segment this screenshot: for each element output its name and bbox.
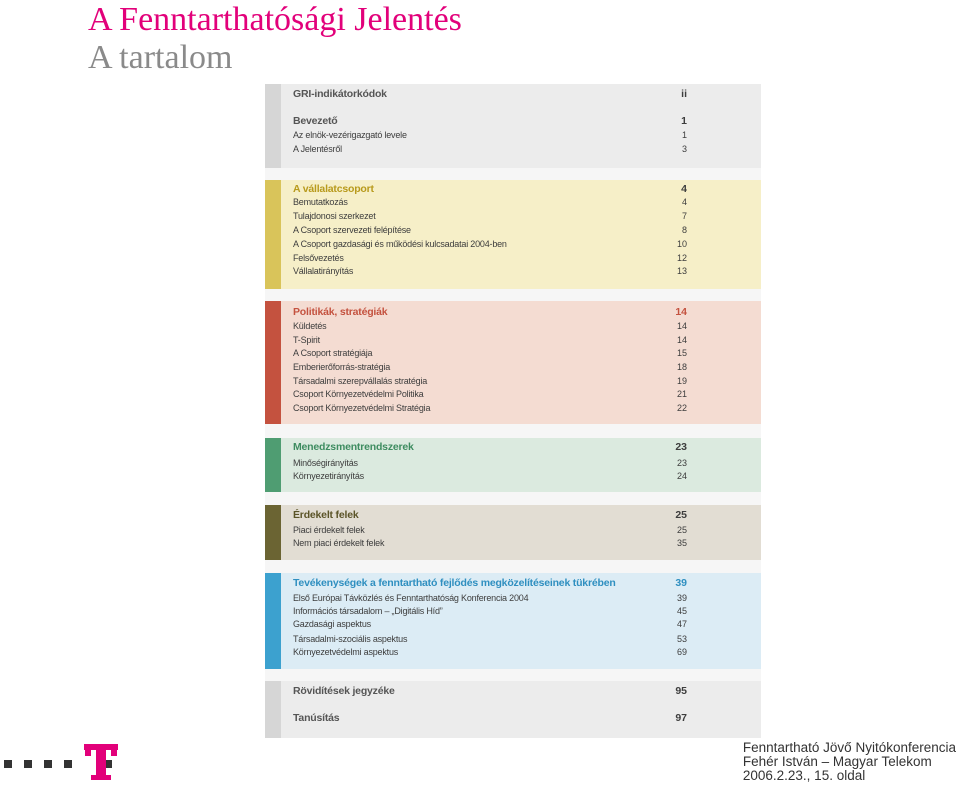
toc-section-color-bar — [265, 84, 281, 106]
toc-heading: Menedzsmentrendszerek — [293, 441, 414, 453]
toc-section — [265, 301, 761, 424]
toc-heading: GRI-indikátorkódok — [293, 88, 387, 100]
toc-heading: A vállalatcsoport — [293, 183, 374, 195]
toc-page-number: 7 — [681, 211, 687, 221]
toc-section-color-bar — [265, 505, 281, 560]
toc-entry: Bemutatkozás — [293, 197, 348, 207]
toc-entry: Piaci érdekelt felek — [293, 525, 365, 535]
toc-page-number: 23 — [675, 441, 687, 453]
toc-section — [265, 106, 761, 168]
table-of-contents — [265, 84, 761, 738]
toc-page-number: 23 — [676, 458, 687, 468]
toc-section-color-bar — [265, 681, 281, 738]
toc-page-number: 25 — [675, 509, 687, 521]
toc-heading: Tanúsítás — [293, 712, 340, 724]
toc-heading: Politikák, stratégiák — [293, 306, 388, 318]
toc-entry: Emberierőforrás-stratégia — [293, 362, 391, 372]
toc-page-number: 1 — [681, 130, 687, 140]
page-subtitle: A tartalom — [88, 39, 233, 76]
toc-page-number: 15 — [676, 348, 687, 358]
toc-heading: Bevezető — [293, 115, 338, 127]
toc-entry: Küldetés — [293, 321, 327, 331]
toc-entry: Minőségirányítás — [293, 458, 358, 468]
toc-page-number: 97 — [675, 712, 687, 724]
toc-heading: Tevékenységek a fenntartható fejlődés megközelítéseinek tükrében — [293, 577, 616, 589]
toc-page-number: 10 — [676, 239, 687, 249]
toc-section — [265, 681, 761, 738]
toc-page-number: 53 — [676, 634, 687, 644]
toc-page-number: 18 — [676, 362, 687, 372]
toc-entry: T-Spirit — [293, 335, 320, 345]
toc-section — [265, 438, 761, 492]
toc-page-number: 14 — [675, 306, 687, 318]
toc-page-number: 45 — [676, 606, 687, 616]
toc-entry: Felsővezetés — [293, 253, 344, 263]
toc-page-number: 8 — [681, 225, 687, 235]
toc-entry: A Csoport szervezeti felépítése — [293, 225, 411, 235]
toc-page-number: 14 — [676, 321, 687, 331]
toc-section — [265, 505, 761, 560]
toc-entry: A Csoport gazdasági és működési kulcsadatai 2004-ben — [293, 239, 507, 249]
toc-section-color-bar — [265, 301, 281, 424]
toc-entry: A Csoport stratégiája — [293, 348, 373, 358]
toc-page-number: 14 — [676, 335, 687, 345]
telekom-t-logo-icon — [0, 742, 130, 782]
toc-page-number: 21 — [676, 389, 687, 399]
toc-page-number: 1 — [681, 115, 687, 127]
toc-entry: Környezetirányítás — [293, 471, 364, 481]
toc-page-number: 24 — [676, 471, 687, 481]
toc-entry: Információs társadalom – „Digitális Híd” — [293, 606, 443, 616]
toc-page-number: 39 — [676, 593, 687, 603]
toc-entry: Nem piaci érdekelt felek — [293, 538, 385, 548]
toc-entry: Környezetvédelmi aspektus — [293, 647, 399, 657]
toc-section-color-bar — [265, 438, 281, 492]
toc-page-number: ii — [681, 88, 687, 100]
footer-event: Fenntartható Jövő Nyitókonferencia — [742, 740, 956, 755]
toc-page-number: 39 — [675, 577, 687, 589]
toc-page-number: 12 — [676, 253, 687, 263]
toc-section-color-bar — [265, 106, 281, 168]
toc-section-color-bar — [265, 573, 281, 669]
footer-date-page: 2006.2.23., 15. oldal — [742, 768, 866, 783]
toc-page-number: 69 — [676, 647, 687, 657]
toc-page-number: 35 — [676, 538, 687, 548]
toc-page-number: 47 — [676, 619, 687, 629]
toc-section — [265, 573, 761, 669]
toc-entry: Gazdasági aspektus — [293, 619, 371, 629]
toc-entry: Első Európai Távközlés és Fenntarthatóság Konferencia 2004 — [293, 593, 529, 603]
footer-info — [743, 741, 956, 783]
toc-page-number: 25 — [676, 525, 687, 535]
toc-entry: A Jelentésről — [293, 144, 342, 154]
toc-page-number: 19 — [676, 376, 687, 386]
toc-page-number: 95 — [675, 685, 687, 697]
toc-section-color-bar — [265, 180, 281, 289]
toc-entry: Társadalmi szerepvállalás stratégia — [293, 376, 428, 386]
toc-entry: Csoport Környezetvédelmi Politika — [293, 389, 424, 399]
toc-entry: Vállalatirányítás — [293, 266, 354, 276]
toc-section — [265, 84, 761, 106]
toc-page-number: 22 — [676, 403, 687, 413]
footer-presenter: Fehér István – Magyar Telekom — [742, 754, 932, 769]
toc-page-number: 4 — [681, 197, 687, 207]
toc-heading: Rövidítések jegyzéke — [293, 685, 395, 697]
toc-page-number: 13 — [676, 266, 687, 276]
toc-section — [265, 180, 761, 289]
toc-entry: Tulajdonosi szerkezet — [293, 211, 376, 221]
toc-entry: Társadalmi-szociális aspektus — [293, 634, 408, 644]
toc-entry: Az elnök-vezérigazgató levele — [293, 130, 407, 140]
page-title: A Fenntarthatósági Jelentés — [88, 1, 462, 38]
toc-page-number: 4 — [681, 183, 687, 195]
toc-heading: Érdekelt felek — [293, 509, 359, 521]
toc-entry: Csoport Környezetvédelmi Stratégia — [293, 403, 431, 413]
toc-page-number: 3 — [681, 144, 687, 154]
